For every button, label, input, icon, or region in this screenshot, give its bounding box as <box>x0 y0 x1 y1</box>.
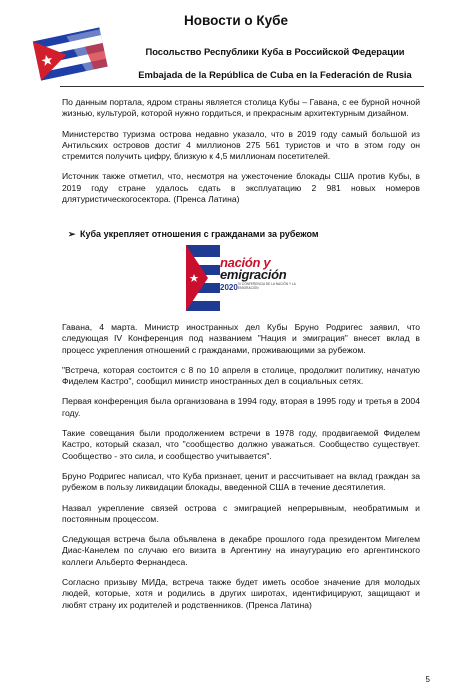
cuba-flag-icon <box>30 24 110 82</box>
logo-line-1: nación y <box>220 255 271 270</box>
paragraph: Источник также отметил, что, несмотря на ужесточение блокады США против Кубы, в 2019 году стране удалось сдать в эксплуатацию 2 981 новых номеров длятуристическогосектора. (Пренса Латина) <box>62 171 420 205</box>
section-heading <box>68 229 319 240</box>
cuba-flag-stripes-icon <box>186 245 220 311</box>
article-text <box>62 322 420 611</box>
nacion-emigracion-logo <box>186 245 304 311</box>
header-divider <box>60 86 424 87</box>
paragraph: Первая конференция была организована в 1994 году, вторая в 1995 году и третья в 2004 году. <box>62 396 420 418</box>
embassy-name-ru: Посольство Республики Куба в Российской Федерации <box>145 46 405 57</box>
logo-year: 2020 <box>220 283 238 292</box>
paragraph: "Встреча, которая состоится с 8 по 10 апреля в столице, продолжит политику, начатую Фиделем Кастро", сообщил министр иностранных дел в социальных сетях. <box>62 364 420 387</box>
page-title: Новости о Кубе <box>184 13 288 28</box>
paragraph: Следующая встреча была объявлена в декабре прошлого года президентом Мигелем Диас-Канелем по случаю его визита в Аргентину на инаугурацию его аргентинского коллеги Альберто Фернандеса. <box>62 534 420 567</box>
paragraph: Согласно призыву МИДа, встреча также будет иметь особое значение для молодых людей, которые, хотя и родились в других широтах, идентифицируют, защищают и любят страну их родителей и родственников. (Пренса Латина) <box>62 577 420 610</box>
page-number: 5 <box>425 675 430 684</box>
paragraph: Такие совещания были продолжением встречи в 1978 году, продвигаемой Фиделем Кастро, который сказал, что "сообщество должно уважаться. Сообщество существует. Сообщество - это сила, и сообщество учитывается". <box>62 428 420 461</box>
paragraph: Гавана, 4 марта. Министр иностранных дел Кубы Бруно Родригес заявил, что следующая IV Конференция под названием "Нация и эмиграция" внесет вклад в процесс укрепления отношений с гражданами, проживающими за рубежом. <box>62 322 420 355</box>
intro-text <box>62 97 420 205</box>
paragraph: Бруно Родригес написал, что Куба признает, ценит и рассчитывает на вклад граждан за рубежом в пользу ликвидации блокады, введенной США в течение десятилетия. <box>62 470 420 493</box>
section-title: Куба укрепляет отношения с гражданами за рубежом <box>80 229 319 239</box>
paragraph: Министерство туризма острова недавно указало, что в 2019 году самый большой из Антильских островов достиг 4 миллионов 275 561 туристов и что в этом году он стремится получить цифру, близкую к 4,5 миллионам посетителей. <box>62 128 420 162</box>
paragraph: Назвал укрепление связей острова с эмиграцией непрерывным, необратимым и постоянным процессом. <box>62 502 420 524</box>
embassy-name-es: Embajada de la República de Cuba en la Federación de Rusia <box>138 69 412 80</box>
arrow-bullet-icon: ➢ <box>68 229 76 239</box>
paragraph: По данным портала, ядром страны является столица Кубы – Гавана, с ее бурной ночной жизнью, культурой, которой нужно гордиться, и прекрасным архитектурным дизайном. <box>62 97 420 119</box>
logo-line-2: emigración <box>220 267 287 282</box>
logo-caption: IV CONFERENCIA DE LA NACIÓN Y LA EMIGRACIÓN <box>238 282 296 290</box>
